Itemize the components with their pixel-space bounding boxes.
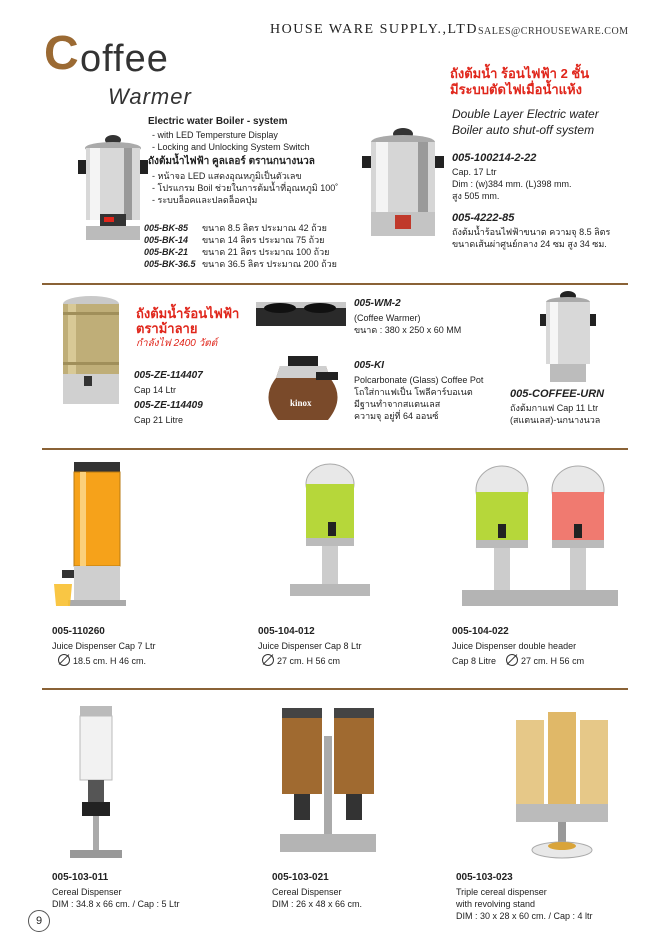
- boiler-model-table: [144, 222, 337, 270]
- product-name: Cereal Dispenser: [52, 887, 122, 897]
- model-code: 005-BK-14: [144, 235, 189, 245]
- feature-item: - with LED Tempersture Display: [152, 130, 278, 140]
- product-code: 005-4222-85: [452, 212, 515, 224]
- dimension-value: 18.5 cm. H 46 cm.: [73, 656, 147, 666]
- desc-line: (สแตนเลส)-นกนางนวล: [510, 415, 601, 425]
- double-layer-specs: [452, 166, 572, 202]
- boiler-system-features: [152, 129, 310, 153]
- table-row: [144, 234, 337, 246]
- diameter-icon: [506, 654, 518, 666]
- double-layer-boiler-image: [362, 120, 444, 240]
- desc-line: (Coffee Warmer): [354, 313, 421, 323]
- double-layer-thai-title: [450, 66, 589, 98]
- desc-line: มีฐานทำจากสแตนเลส: [354, 399, 441, 409]
- desc-line: Polcarbonate (Glass) Coffee Pot: [354, 375, 484, 385]
- model-desc: ขนาด 21 ลิตร ประมาณ 100 ถ้วย: [202, 247, 330, 257]
- model-code: 005-BK-36.5: [144, 259, 196, 269]
- juice-dispenser-orange-image: [52, 460, 132, 610]
- model-code: 005-BK-85: [144, 223, 189, 233]
- diameter-icon: [262, 654, 274, 666]
- product-name: Juice Dispenser Cap 7 Ltr: [52, 641, 156, 651]
- zebra-thai-title: [136, 306, 239, 336]
- product-code: 005-103-023: [456, 872, 513, 883]
- table-row: [144, 222, 337, 234]
- spec-line: สูง 505 mm.: [452, 191, 500, 201]
- feature-item: - โปรแกรม Boil ช่วยในการต้มน้ำที่อุณหภูมิ 100˚: [152, 183, 339, 193]
- zebra-boiler-image: [56, 292, 126, 412]
- product-code: 005-COFFEE-URN: [510, 388, 605, 400]
- dimension-text: [452, 654, 584, 667]
- model-desc: ขนาด 36.5 ลิตร ประมาณ 200 ถ้วย: [202, 259, 337, 269]
- diameter-icon: [58, 654, 70, 666]
- capacity-text: Cap 14 Ltr: [134, 385, 177, 395]
- capacity-text: Cap 8 Litre: [452, 656, 497, 666]
- table-row: [144, 246, 337, 258]
- product-code: 005-110260: [52, 626, 105, 637]
- pot-label: kinox: [290, 398, 312, 408]
- juice-dispenser-green-image: [280, 462, 380, 602]
- product-code: 005-104-022: [452, 626, 509, 637]
- product-extra: with revolving stand: [456, 899, 536, 909]
- spec-line: Cap. 17 Ltr: [452, 167, 497, 177]
- product-code: 005-ZE-114407: [134, 370, 203, 381]
- thai-title-line: ตราม้าลาย: [136, 321, 198, 336]
- product-code: 005-WM-2: [354, 298, 401, 309]
- dimension-value: 27 cm. H 56 cm: [521, 656, 585, 666]
- product-code: 005-103-021: [272, 872, 329, 883]
- coffee-pot-desc: [354, 374, 483, 422]
- capacity-text: Cap 21 Litre: [134, 415, 184, 425]
- feature-item: - หน้าจอ LED แสดงอุณหภูมิเป็นตัวเลข: [152, 171, 302, 181]
- section-divider: [42, 283, 628, 285]
- product-name: Cereal Dispenser: [272, 887, 342, 897]
- double-layer-en-title: [452, 106, 599, 138]
- page-title: offee: [80, 38, 169, 80]
- cereal-dispenser-double-image: [278, 706, 378, 858]
- en-title-line: Boiler auto shut-off system: [452, 123, 595, 137]
- page-number: 9: [28, 910, 50, 932]
- thai-title-line: ถังต้มน้ำ ร้อนไฟฟ้า 2 ชั้น: [450, 66, 590, 81]
- model-code: 005-BK-21: [144, 247, 189, 257]
- thai-title-line: ถังต้มน้ำร้อนไฟฟ้า: [136, 306, 240, 321]
- dimension-text: [262, 654, 340, 667]
- desc-line: โถใส่กาแฟเป็น โพลีคาร์บอเนต: [354, 387, 473, 397]
- en-title-line: Double Layer Electric water: [452, 107, 599, 121]
- product-name: Juice Dispenser double header: [452, 641, 577, 651]
- cereal-dispenser-triple-image: [514, 706, 610, 864]
- dimension-text: DIM : 30 x 28 x 60 cm. / Cap : 4 ltr: [456, 911, 593, 921]
- model-desc: ขนาด 8.5 ลิตร ประมาณ 42 ถ้วย: [202, 223, 327, 233]
- page-subtitle: Warmer: [108, 84, 192, 109]
- boiler-system-thai-features: [152, 170, 338, 206]
- coffee-urn-desc: [510, 402, 600, 426]
- product-code: 005-KI: [354, 360, 385, 371]
- coffee-urn-image: [540, 288, 596, 384]
- product-name: Triple cereal dispenser: [456, 887, 547, 897]
- juice-dispenser-double-image: [460, 462, 620, 612]
- product-code: 005-100214-2-22: [452, 152, 537, 164]
- desc-line: ขนาดเส้นผ่าศูนย์กลาง 24 ซม สูง 34 ซม.: [452, 239, 607, 249]
- table-row: [144, 258, 337, 270]
- boiler-system-title: Electric water Boiler - system: [148, 116, 288, 127]
- desc-line: ถังต้มน้ำร้อนไฟฟ้าขนาด ความจุ 8.5 ลิตร: [452, 227, 611, 237]
- product-name: Juice Dispenser Cap 8 Ltr: [258, 641, 362, 651]
- section-divider: [42, 688, 628, 690]
- desc-line: ความจุ อยู่ที่ 64 ออนซ์: [354, 411, 439, 421]
- boiler-system-thai-title: ถังต้มน้ำไฟฟ้า คูลเลอร์ ตรานกนางนวล: [148, 156, 315, 167]
- coffee-warmer-image: [256, 296, 346, 330]
- title-initial: C: [44, 27, 79, 80]
- zebra-power: กำลังไฟ 2400 วัตต์: [136, 338, 218, 349]
- dimension-value: 27 cm. H 56 cm: [277, 656, 341, 666]
- coffee-pot-image: [258, 354, 348, 424]
- double-layer-thai-desc: [452, 226, 610, 250]
- product-code: 005-104-012: [258, 626, 315, 637]
- thai-title-line: มีระบบตัดไฟเมื่อน้ำแห้ง: [450, 82, 582, 97]
- spec-line: Dim : (w)384 mm. (L)398 mm.: [452, 179, 572, 189]
- section-divider: [42, 448, 628, 450]
- model-desc: ขนาด 14 ลิตร ประมาณ 75 ถ้วย: [202, 235, 325, 245]
- cereal-dispenser-single-image: [66, 704, 126, 860]
- feature-item: - ระบบล็อคและปลดล็อคปุ่ม: [152, 195, 258, 205]
- dimension-text: [58, 654, 146, 667]
- dimension-text: DIM : 34.8 x 66 cm. / Cap : 5 Ltr: [52, 899, 180, 909]
- company-email[interactable]: SALES@CRHOUSEWARE.COM: [478, 26, 629, 37]
- company-name: HOUSE WARE SUPPLY.,LTD: [270, 22, 478, 37]
- water-boiler-image: [78, 126, 148, 244]
- product-code: 005-ZE-114409: [134, 400, 203, 411]
- desc-line: ถังต้มกาแฟ Cap 11 Ltr: [510, 403, 599, 413]
- desc-line: ขนาด : 380 x 250 x 60 MM: [354, 325, 462, 335]
- feature-item: - Locking and Unlocking System Switch: [152, 142, 310, 152]
- product-code: 005-103-011: [52, 872, 109, 883]
- coffee-warmer-desc: [354, 312, 461, 336]
- dimension-text: DIM : 26 x 48 x 66 cm.: [272, 899, 363, 909]
